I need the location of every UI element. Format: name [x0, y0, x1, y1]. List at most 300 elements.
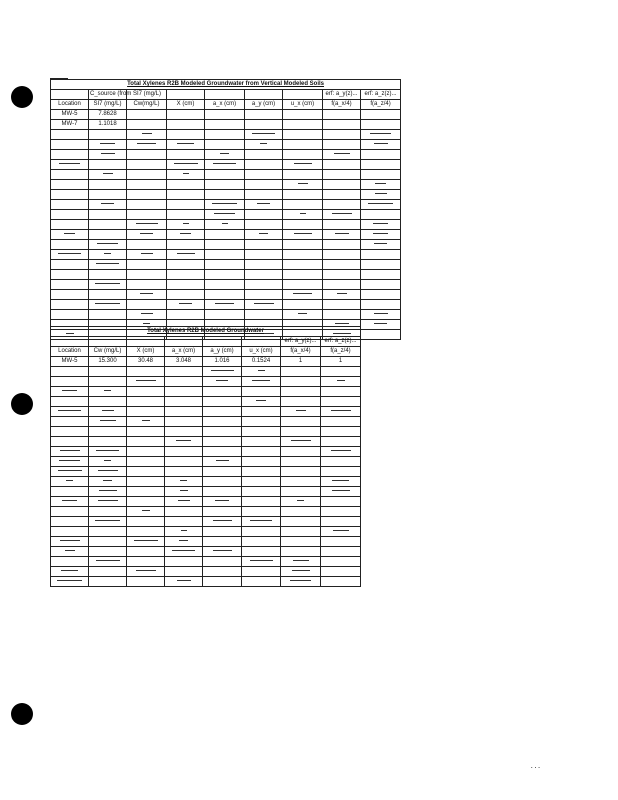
table2-cell — [321, 517, 361, 527]
table2-cell — [51, 427, 89, 437]
table1-cell — [167, 300, 205, 310]
table1-cell — [127, 270, 167, 280]
table1-cell — [205, 290, 245, 300]
table-row-empty — [51, 260, 401, 270]
table1-cell — [89, 150, 127, 160]
table1-header-row1 — [51, 90, 401, 100]
scan-mark — [62, 500, 77, 501]
table1-cell — [361, 280, 401, 290]
table1-cell — [89, 210, 127, 220]
scan-mark — [177, 143, 194, 144]
table-row-empty — [51, 180, 401, 190]
table-row-empty — [51, 457, 401, 467]
scan-mark — [59, 460, 80, 461]
table2-cell — [127, 537, 165, 547]
table1-cell — [51, 280, 89, 290]
scan-mark — [140, 233, 153, 234]
table-row-empty — [51, 507, 401, 517]
scan-mark — [180, 480, 187, 481]
table2-header-cell — [127, 337, 165, 347]
table1-cell — [283, 280, 323, 290]
table1-cell — [127, 240, 167, 250]
table2-cell — [203, 497, 242, 507]
table1-cell — [51, 170, 89, 180]
table2-cell — [281, 527, 321, 537]
table2-cell — [242, 577, 281, 587]
table1-cell — [51, 160, 89, 170]
scan-mark — [59, 163, 80, 164]
scan-mark — [332, 490, 350, 491]
table2-cell — [242, 527, 281, 537]
scan-mark — [172, 550, 195, 551]
table-row-empty — [51, 397, 401, 407]
table2-cell — [281, 397, 321, 407]
table2-header-cell: u_x (cm) — [242, 347, 281, 357]
table2-cell — [127, 477, 165, 487]
scan-mark — [102, 410, 114, 411]
table2-cell — [51, 417, 89, 427]
table1-cell — [205, 110, 245, 120]
table-row-empty — [51, 517, 401, 527]
table2-cell — [203, 447, 242, 457]
table1-cell — [245, 120, 283, 130]
table2-header-cell: Cw (mg/L) — [89, 347, 127, 357]
table-row-empty — [51, 527, 401, 537]
table1-cell — [167, 110, 205, 120]
table2-cell — [51, 547, 89, 557]
scan-mark — [134, 540, 158, 541]
table1-cell — [283, 220, 323, 230]
table2-cell — [281, 387, 321, 397]
table2-cell — [165, 427, 203, 437]
scan-mark — [259, 233, 268, 234]
scan-mark — [375, 193, 387, 194]
table1-cell — [205, 190, 245, 200]
table2-cell — [321, 527, 361, 537]
scan-mark — [104, 390, 111, 391]
table1-cell — [283, 210, 323, 220]
scan-mark — [254, 303, 274, 304]
table1-cell — [205, 310, 245, 320]
table1-cell — [205, 170, 245, 180]
table2-header-cell — [165, 337, 203, 347]
table1-cell — [167, 220, 205, 230]
table1-header-cell — [283, 90, 323, 100]
table2-cell — [281, 557, 321, 567]
table2-title: Total Xylenes R2B Modeled Groundwater — [51, 327, 361, 337]
table-row-empty — [51, 270, 401, 280]
table-row-empty — [51, 417, 401, 427]
table1-cell — [127, 120, 167, 130]
scan-mark — [177, 580, 191, 581]
table1-cell — [323, 240, 361, 250]
table2-cell — [321, 497, 361, 507]
table1-header-row2 — [51, 100, 401, 110]
scan-mark — [178, 500, 190, 501]
table2-cell — [203, 457, 242, 467]
table1-cell — [361, 250, 401, 260]
table1-cell — [205, 200, 245, 210]
table1-cell — [167, 250, 205, 260]
table2-header-cell: erf: a_y(z)... — [281, 337, 321, 347]
table1-cell — [283, 230, 323, 240]
table1-cell — [323, 120, 361, 130]
table1-cell — [167, 200, 205, 210]
table2-cell — [165, 527, 203, 537]
table1-cell — [361, 180, 401, 190]
table2-cell — [281, 447, 321, 457]
table1-header-cell: C_source (from SI7 (mg/L) — [89, 90, 127, 100]
table-row-empty — [51, 140, 401, 150]
scan-mark — [331, 410, 351, 411]
scan-mark — [291, 440, 311, 441]
scan-mark — [220, 153, 229, 154]
table2-cell — [127, 407, 165, 417]
scan-mark — [98, 500, 118, 501]
table1-cell — [167, 140, 205, 150]
scan-mark — [215, 303, 234, 304]
table1-cell — [323, 150, 361, 160]
table1-cell — [361, 190, 401, 200]
table1-title-row — [51, 80, 401, 90]
table-row-empty — [51, 477, 401, 487]
table1-cell — [167, 190, 205, 200]
table2-header-row1 — [51, 337, 401, 347]
table2-cell — [51, 407, 89, 417]
table2-header-cell — [51, 337, 89, 347]
table1-cell — [323, 170, 361, 180]
table2-cell — [165, 537, 203, 547]
table2-cell — [242, 377, 281, 387]
table2-cell — [321, 447, 361, 457]
table-row-empty — [51, 487, 401, 497]
table1-cell — [323, 160, 361, 170]
table2-cell: 3.048 — [165, 357, 203, 367]
table1-cell — [205, 230, 245, 240]
scan-mark — [293, 560, 309, 561]
scan-mark — [180, 490, 188, 491]
table2-cell — [165, 417, 203, 427]
table2-cell — [321, 577, 361, 587]
table2-cell — [203, 487, 242, 497]
table2-title-row — [51, 327, 401, 337]
table1-cell — [127, 230, 167, 240]
table2-cell — [165, 387, 203, 397]
table1-cell — [205, 130, 245, 140]
scan-mark — [136, 223, 158, 224]
table1-cell — [323, 110, 361, 120]
table2-cell — [242, 507, 281, 517]
table1-cell — [361, 300, 401, 310]
table1-cell — [51, 270, 89, 280]
table1-cell — [361, 220, 401, 230]
scan-mark — [334, 153, 350, 154]
table-row-empty — [51, 170, 401, 180]
table1-cell — [361, 270, 401, 280]
table1-cell — [361, 260, 401, 270]
table1-cell — [283, 120, 323, 130]
table2-cell: 30.48 — [127, 357, 165, 367]
table1-header-cell: erf: a_y(z)... — [323, 90, 361, 100]
table1-header-cell: a_x (cm) — [205, 100, 245, 110]
table2-cell — [51, 497, 89, 507]
table2-cell — [321, 407, 361, 417]
table2-cell — [51, 397, 89, 407]
table2-cell — [321, 377, 361, 387]
scan-mark — [374, 323, 387, 324]
table1-cell — [51, 210, 89, 220]
table2-cell — [165, 397, 203, 407]
table1-cell — [167, 170, 205, 180]
table1-cell — [167, 120, 205, 130]
table2-cell — [127, 367, 165, 377]
table2-cell — [203, 377, 242, 387]
table2-cell — [127, 417, 165, 427]
scan-mark — [101, 153, 115, 154]
table2-cell — [203, 527, 242, 537]
scan-mark — [95, 520, 120, 521]
table2-header-cell: f(a_z/4) — [321, 347, 361, 357]
scan-mark — [333, 530, 349, 531]
scan-mark — [337, 293, 347, 294]
scan-mark — [62, 390, 77, 391]
scan-mark — [174, 163, 198, 164]
table2-cell — [165, 577, 203, 587]
table2-cell — [281, 577, 321, 587]
scan-mark — [183, 173, 189, 174]
scan-mark — [256, 400, 266, 401]
table2-cell: 15.300 — [89, 357, 127, 367]
table2-cell — [127, 547, 165, 557]
table1-cell — [323, 270, 361, 280]
page-mark: ... — [530, 763, 541, 770]
scan-mark — [103, 480, 112, 481]
table1-cell — [245, 150, 283, 160]
table2-cell — [242, 387, 281, 397]
table2-cell — [203, 477, 242, 487]
table2-cell — [89, 367, 127, 377]
scan-mark — [257, 203, 270, 204]
table2-cell — [281, 457, 321, 467]
table1-cell — [51, 290, 89, 300]
table2-cell — [165, 487, 203, 497]
table2-cell — [165, 497, 203, 507]
table2-cell — [203, 397, 242, 407]
table2-cell — [51, 567, 89, 577]
table2-cell — [203, 557, 242, 567]
table2-cell — [281, 487, 321, 497]
table1-header-cell: a_y (cm) — [245, 100, 283, 110]
table1-cell — [127, 130, 167, 140]
table1-cell — [167, 160, 205, 170]
table1-header-cell: Location — [51, 100, 89, 110]
scan-mark — [374, 243, 387, 244]
scan-mark — [374, 143, 388, 144]
table1-cell — [361, 170, 401, 180]
scan-mark — [64, 233, 75, 234]
table1-cell — [323, 290, 361, 300]
table1-cell: MW-5 — [51, 110, 89, 120]
table1-cell — [205, 240, 245, 250]
scan-mark — [136, 570, 156, 571]
scan-mark — [176, 440, 191, 441]
table2-header-cell: f(a_x/4) — [281, 347, 321, 357]
table2-cell — [89, 457, 127, 467]
table1-cell — [245, 140, 283, 150]
table2-cell — [51, 457, 89, 467]
table1-cell — [51, 130, 89, 140]
scan-mark — [222, 223, 228, 224]
table1-cell — [51, 230, 89, 240]
scan-mark — [335, 233, 349, 234]
table2-cell — [242, 437, 281, 447]
table1-cell — [361, 160, 401, 170]
table2-cell — [203, 417, 242, 427]
table-total-xylenes-soils — [50, 79, 401, 340]
table1-cell — [245, 180, 283, 190]
table2-cell — [89, 557, 127, 567]
table2-cell — [165, 407, 203, 417]
table1-title: Total Xylenes R2B Modeled Groundwater from Vertical Modeled Soils — [51, 80, 401, 90]
table1-cell — [51, 140, 89, 150]
table2-cell — [51, 387, 89, 397]
table2-cell — [203, 367, 242, 377]
table2-cell: 1 — [321, 357, 361, 367]
table2-cell — [321, 487, 361, 497]
scan-mark — [375, 183, 386, 184]
table1-cell — [89, 170, 127, 180]
table1-header-cell — [51, 90, 89, 100]
table2-cell — [242, 487, 281, 497]
table2-cell — [51, 537, 89, 547]
table1-cell — [51, 250, 89, 260]
table1-cell — [167, 230, 205, 240]
table2-cell — [242, 477, 281, 487]
scan-mark — [300, 213, 306, 214]
table1-cell — [245, 160, 283, 170]
table1-cell — [245, 300, 283, 310]
scan-mark — [335, 323, 349, 324]
table-row-empty — [51, 220, 401, 230]
table1-cell — [361, 120, 401, 130]
table2-header-cell: a_x (cm) — [165, 347, 203, 357]
scan-mark — [65, 550, 75, 551]
scan-mark — [58, 410, 81, 411]
table2-cell — [127, 527, 165, 537]
table1-cell — [127, 170, 167, 180]
scan-mark — [104, 460, 111, 461]
scan-mark — [250, 560, 273, 561]
table2-header-cell — [89, 337, 127, 347]
table1-cell: 1.1018 — [89, 120, 127, 130]
table1-header-cell: X (cm) — [167, 100, 205, 110]
table1-cell — [89, 280, 127, 290]
table1-cell — [323, 280, 361, 290]
table1-cell — [205, 180, 245, 190]
scan-mark — [250, 520, 272, 521]
table1-cell — [205, 250, 245, 260]
table1-cell — [283, 180, 323, 190]
table1-cell — [51, 310, 89, 320]
table2-cell — [127, 437, 165, 447]
table2-cell — [321, 507, 361, 517]
table-row-empty — [51, 437, 401, 447]
table1-cell — [361, 240, 401, 250]
table2-cell — [165, 367, 203, 377]
table-row-empty — [51, 240, 401, 250]
table2-cell — [321, 477, 361, 487]
table2-cell — [89, 477, 127, 487]
table2-cell — [203, 517, 242, 527]
table-row — [51, 357, 401, 367]
scan-mark — [95, 303, 120, 304]
table-row-empty — [51, 567, 401, 577]
table2-header-cell: X (cm) — [127, 347, 165, 357]
table-total-xylenes-groundwater — [50, 326, 401, 587]
table2-cell — [89, 407, 127, 417]
scan-mark — [103, 173, 113, 174]
table2-cell — [89, 387, 127, 397]
table2-cell — [203, 577, 242, 587]
table1-cell — [51, 220, 89, 230]
table-row — [51, 120, 401, 130]
table2-cell — [203, 567, 242, 577]
scan-mark — [100, 143, 115, 144]
table1-cell — [205, 210, 245, 220]
table-row-empty — [51, 210, 401, 220]
table2-cell — [242, 467, 281, 477]
table2-cell — [203, 537, 242, 547]
table2-cell: 0.1524 — [242, 357, 281, 367]
scan-mark — [136, 380, 156, 381]
table2-cell — [165, 507, 203, 517]
scan-mark — [260, 143, 267, 144]
table2-cell — [127, 377, 165, 387]
table1-cell — [89, 310, 127, 320]
table1-header-cell — [167, 90, 205, 100]
scan-mark — [61, 570, 78, 571]
table1-cell — [283, 270, 323, 280]
scan-mark — [142, 510, 150, 511]
table2-cell — [321, 417, 361, 427]
table1-header-cell — [205, 90, 245, 100]
scan-mark — [215, 500, 229, 501]
table1-cell — [283, 260, 323, 270]
table-row-empty — [51, 557, 401, 567]
table1-cell — [245, 250, 283, 260]
table2-header-cell — [242, 337, 281, 347]
table1-cell — [283, 290, 323, 300]
table1-header-cell: f(a_z/4) — [361, 100, 401, 110]
table1-header-cell: Cw(mg/L) — [127, 100, 167, 110]
table-row-empty — [51, 447, 401, 457]
scan-mark — [142, 133, 152, 134]
table2-cell — [242, 407, 281, 417]
table2-cell — [127, 397, 165, 407]
scan-mark — [294, 233, 312, 234]
table2-cell — [203, 407, 242, 417]
scan-mark — [252, 380, 270, 381]
table2-cell — [321, 457, 361, 467]
table2-cell — [89, 427, 127, 437]
table2-cell — [281, 547, 321, 557]
table1-cell — [127, 280, 167, 290]
table1-cell — [361, 140, 401, 150]
table1-cell — [205, 160, 245, 170]
table1-cell — [51, 260, 89, 270]
scan-mark — [297, 500, 304, 501]
table2-cell — [51, 377, 89, 387]
